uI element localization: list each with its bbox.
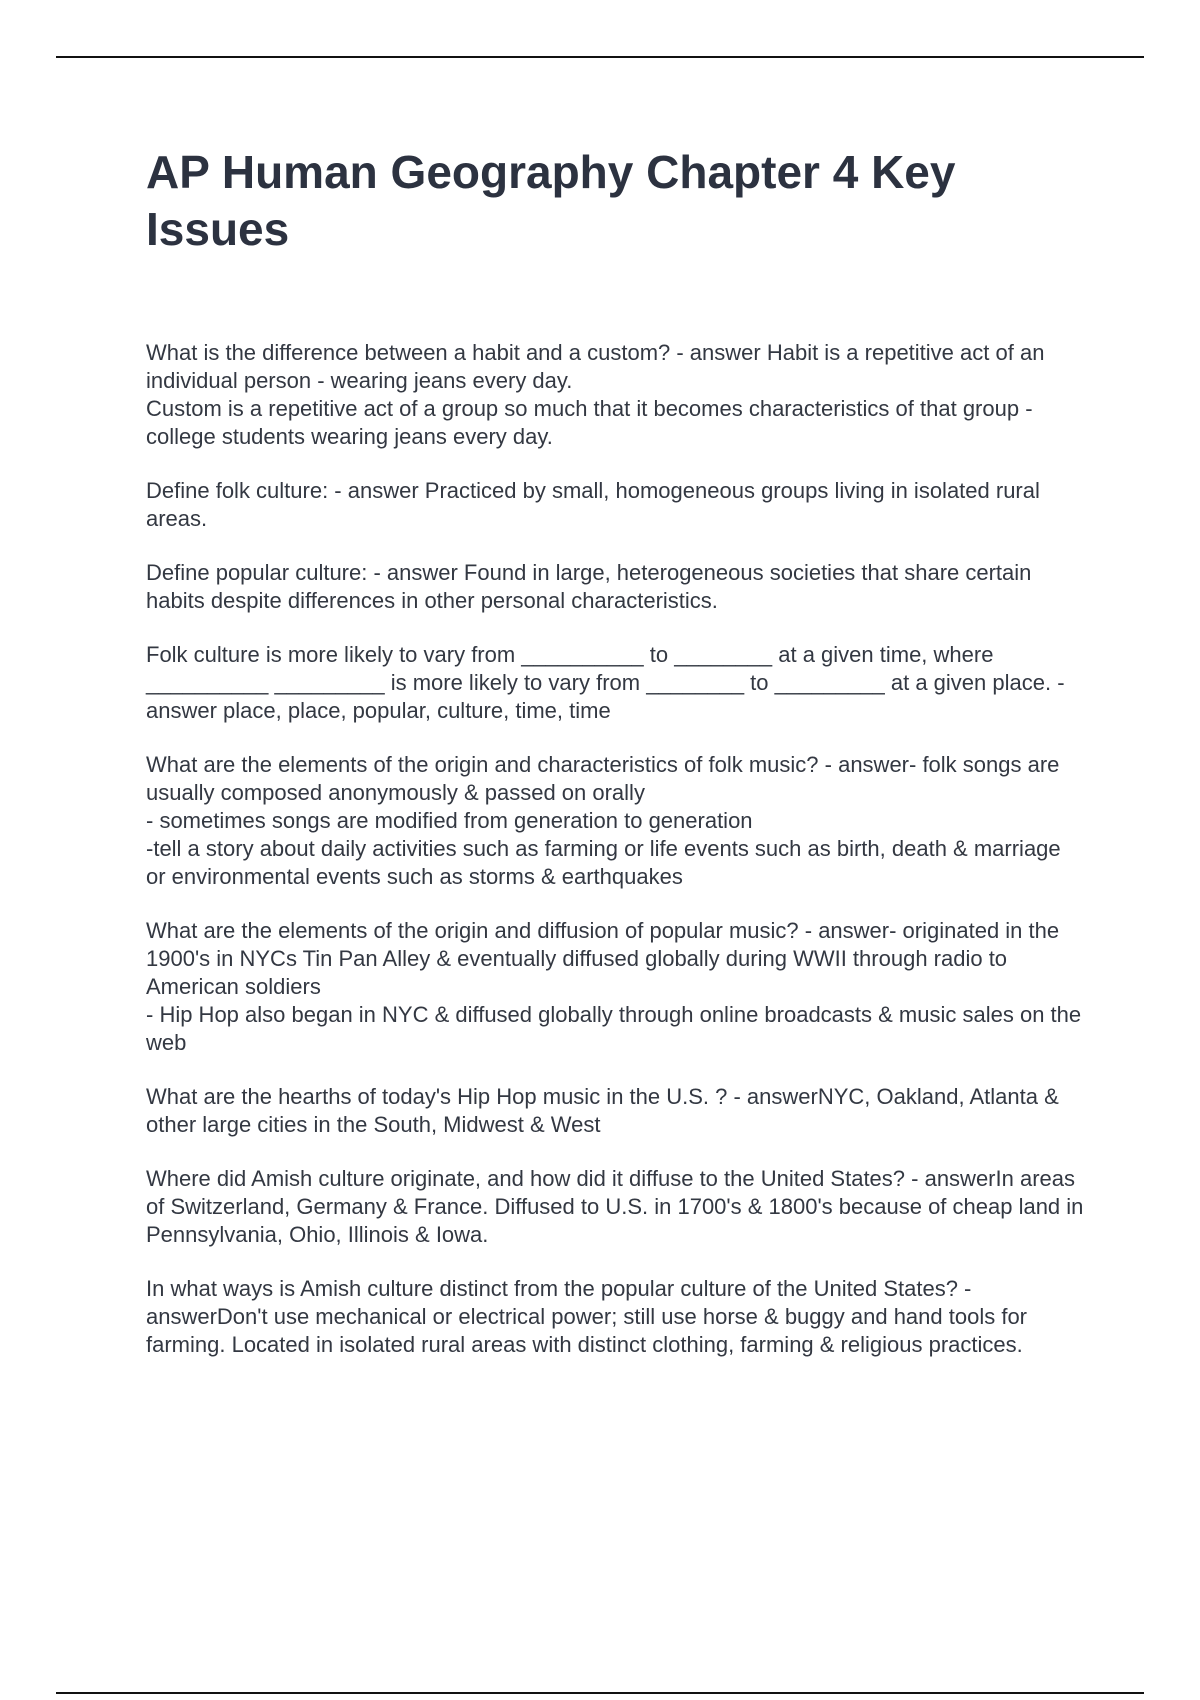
qa-entry <box>146 1275 1086 1359</box>
qa-text: What are the elements of the origin and diffusion of popular music? - answer- originated in the 1900's in NYCs Tin Pan Alley & eventually diffused globally during WWII through radio to American soldiers <box>146 918 1060 999</box>
qa-text: In what ways is Amish culture distinct from the popular culture of the United States? - answerDon't use mechanical or electrical power; still use horse & buggy and hand tools for farming. Located in isolated rural areas with distinct clothing, farming & religious practices. <box>146 1276 1027 1357</box>
qa-entry <box>146 641 1086 725</box>
qa-text: -tell a story about daily activities such as farming or life events such as birth, death & marriage or environmental events such as storms & earthquakes <box>146 836 1061 889</box>
bottom-divider <box>56 1692 1144 1694</box>
qa-entry <box>146 751 1086 891</box>
qa-list <box>146 339 1086 1359</box>
qa-entry <box>146 477 1086 533</box>
qa-text: - Hip Hop also began in NYC & diffused globally through online broadcasts & music sales on the web <box>146 1002 1082 1055</box>
qa-entry <box>146 339 1086 451</box>
qa-text: - sometimes songs are modified from generation to generation <box>146 808 753 833</box>
top-divider <box>56 56 1144 58</box>
document-body <box>146 144 1086 1385</box>
qa-entry <box>146 1165 1086 1249</box>
qa-text: Define popular culture: - answer Found in large, heterogeneous societies that share certain habits despite differences in other personal characteristics. <box>146 560 1032 613</box>
qa-text: What are the elements of the origin and characteristics of folk music? - answer- folk songs are usually composed anonymously & passed on orally <box>146 752 1060 805</box>
qa-entry <box>146 559 1086 615</box>
qa-text: Custom is a repetitive act of a group so much that it becomes characteristics of that group - college students wearing jeans every day. <box>146 396 1033 449</box>
qa-text: What is the difference between a habit and a custom? - answer Habit is a repetitive act of an individual person - wearing jeans every day. <box>146 340 1045 393</box>
qa-text: Define folk culture: - answer Practiced by small, homogeneous groups living in isolated rural areas. <box>146 478 1040 531</box>
document-title: AP Human Geography Chapter 4 Key Issues <box>146 146 956 255</box>
qa-text: What are the hearths of today's Hip Hop music in the U.S. ? - answerNYC, Oakland, Atlanta & other large cities in the South, Midwest & West <box>146 1084 1059 1137</box>
qa-entry <box>146 1083 1086 1139</box>
qa-text: Where did Amish culture originate, and how did it diffuse to the United States? - answerIn areas of Switzerland, Germany & France. Diffused to U.S. in 1700's & 1800's because of cheap land in Pennsylvania, Ohio, Illinois & Iowa. <box>146 1166 1084 1247</box>
qa-entry <box>146 917 1086 1057</box>
qa-text: Folk culture is more likely to vary from __________ to ________ at a given time, where __________ _________ is more likely to vary from ________ to _________ at a given place. - answer place, place, popular, culture, time, time <box>146 642 1065 723</box>
